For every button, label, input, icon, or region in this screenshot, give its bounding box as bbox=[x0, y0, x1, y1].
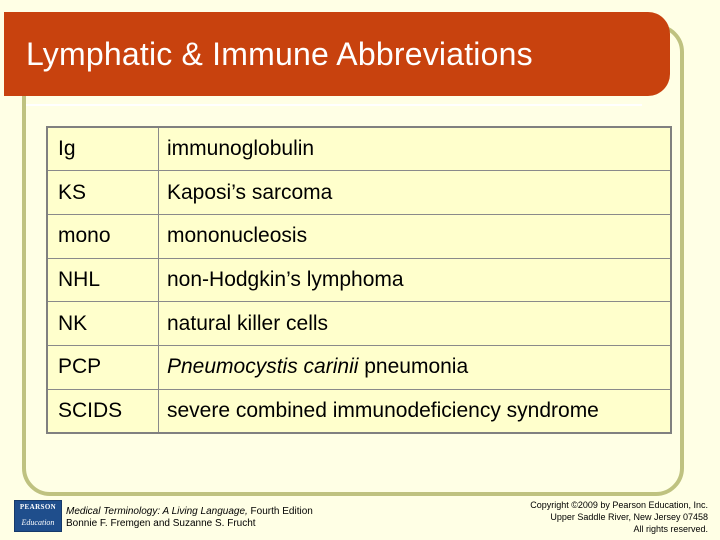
meaning-cell: non-Hodgkin’s lymphoma bbox=[159, 258, 672, 302]
meaning-cell: Kaposi’s sarcoma bbox=[159, 171, 672, 215]
slide-title: Lymphatic & Immune Abbreviations bbox=[26, 36, 533, 72]
copyright-line: Upper Saddle River, New Jersey 07458 bbox=[550, 512, 708, 522]
title-underline bbox=[26, 104, 642, 106]
meaning-cell: mononucleosis bbox=[159, 214, 672, 258]
meaning-italic-text: Pneumocystis carinii bbox=[167, 355, 359, 379]
title-bar bbox=[4, 12, 670, 96]
book-title: Medical Terminology: A Living Language, bbox=[66, 506, 248, 517]
logo-bottom-text: Education bbox=[21, 518, 55, 527]
abbreviation-cell: KS bbox=[47, 171, 159, 215]
logo-top-text: PEARSON bbox=[19, 503, 57, 511]
table-row bbox=[47, 127, 671, 171]
table-row bbox=[47, 345, 671, 389]
publisher-logo bbox=[14, 500, 62, 532]
table-row bbox=[47, 389, 671, 433]
meaning-cell: natural killer cells bbox=[159, 302, 672, 346]
copyright-notice bbox=[530, 499, 708, 535]
book-authors: Bonnie F. Fremgen and Suzanne S. Frucht bbox=[66, 518, 256, 529]
book-edition: Fourth Edition bbox=[247, 506, 313, 517]
table-row bbox=[47, 214, 671, 258]
abbreviation-cell: Ig bbox=[47, 127, 159, 171]
abbreviation-table bbox=[46, 126, 672, 434]
abbreviation-cell: PCP bbox=[47, 345, 159, 389]
meaning-cell: severe combined immunodeficiency syndrome bbox=[159, 389, 672, 433]
abbreviation-cell: NK bbox=[47, 302, 159, 346]
table-row bbox=[47, 258, 671, 302]
abbreviation-cell: NHL bbox=[47, 258, 159, 302]
meaning-text: pneumonia bbox=[358, 355, 469, 379]
table-row bbox=[47, 302, 671, 346]
copyright-line: All rights reserved. bbox=[633, 524, 708, 534]
meaning-cell bbox=[159, 345, 672, 389]
copyright-line: Copyright ©2009 by Pearson Education, Inc. bbox=[530, 500, 708, 510]
abbreviation-cell: SCIDS bbox=[47, 389, 159, 433]
abbreviation-cell: mono bbox=[47, 214, 159, 258]
meaning-cell: immunoglobulin bbox=[159, 127, 672, 171]
book-citation bbox=[66, 506, 313, 530]
book-title-line bbox=[66, 506, 313, 518]
table-row bbox=[47, 171, 671, 215]
